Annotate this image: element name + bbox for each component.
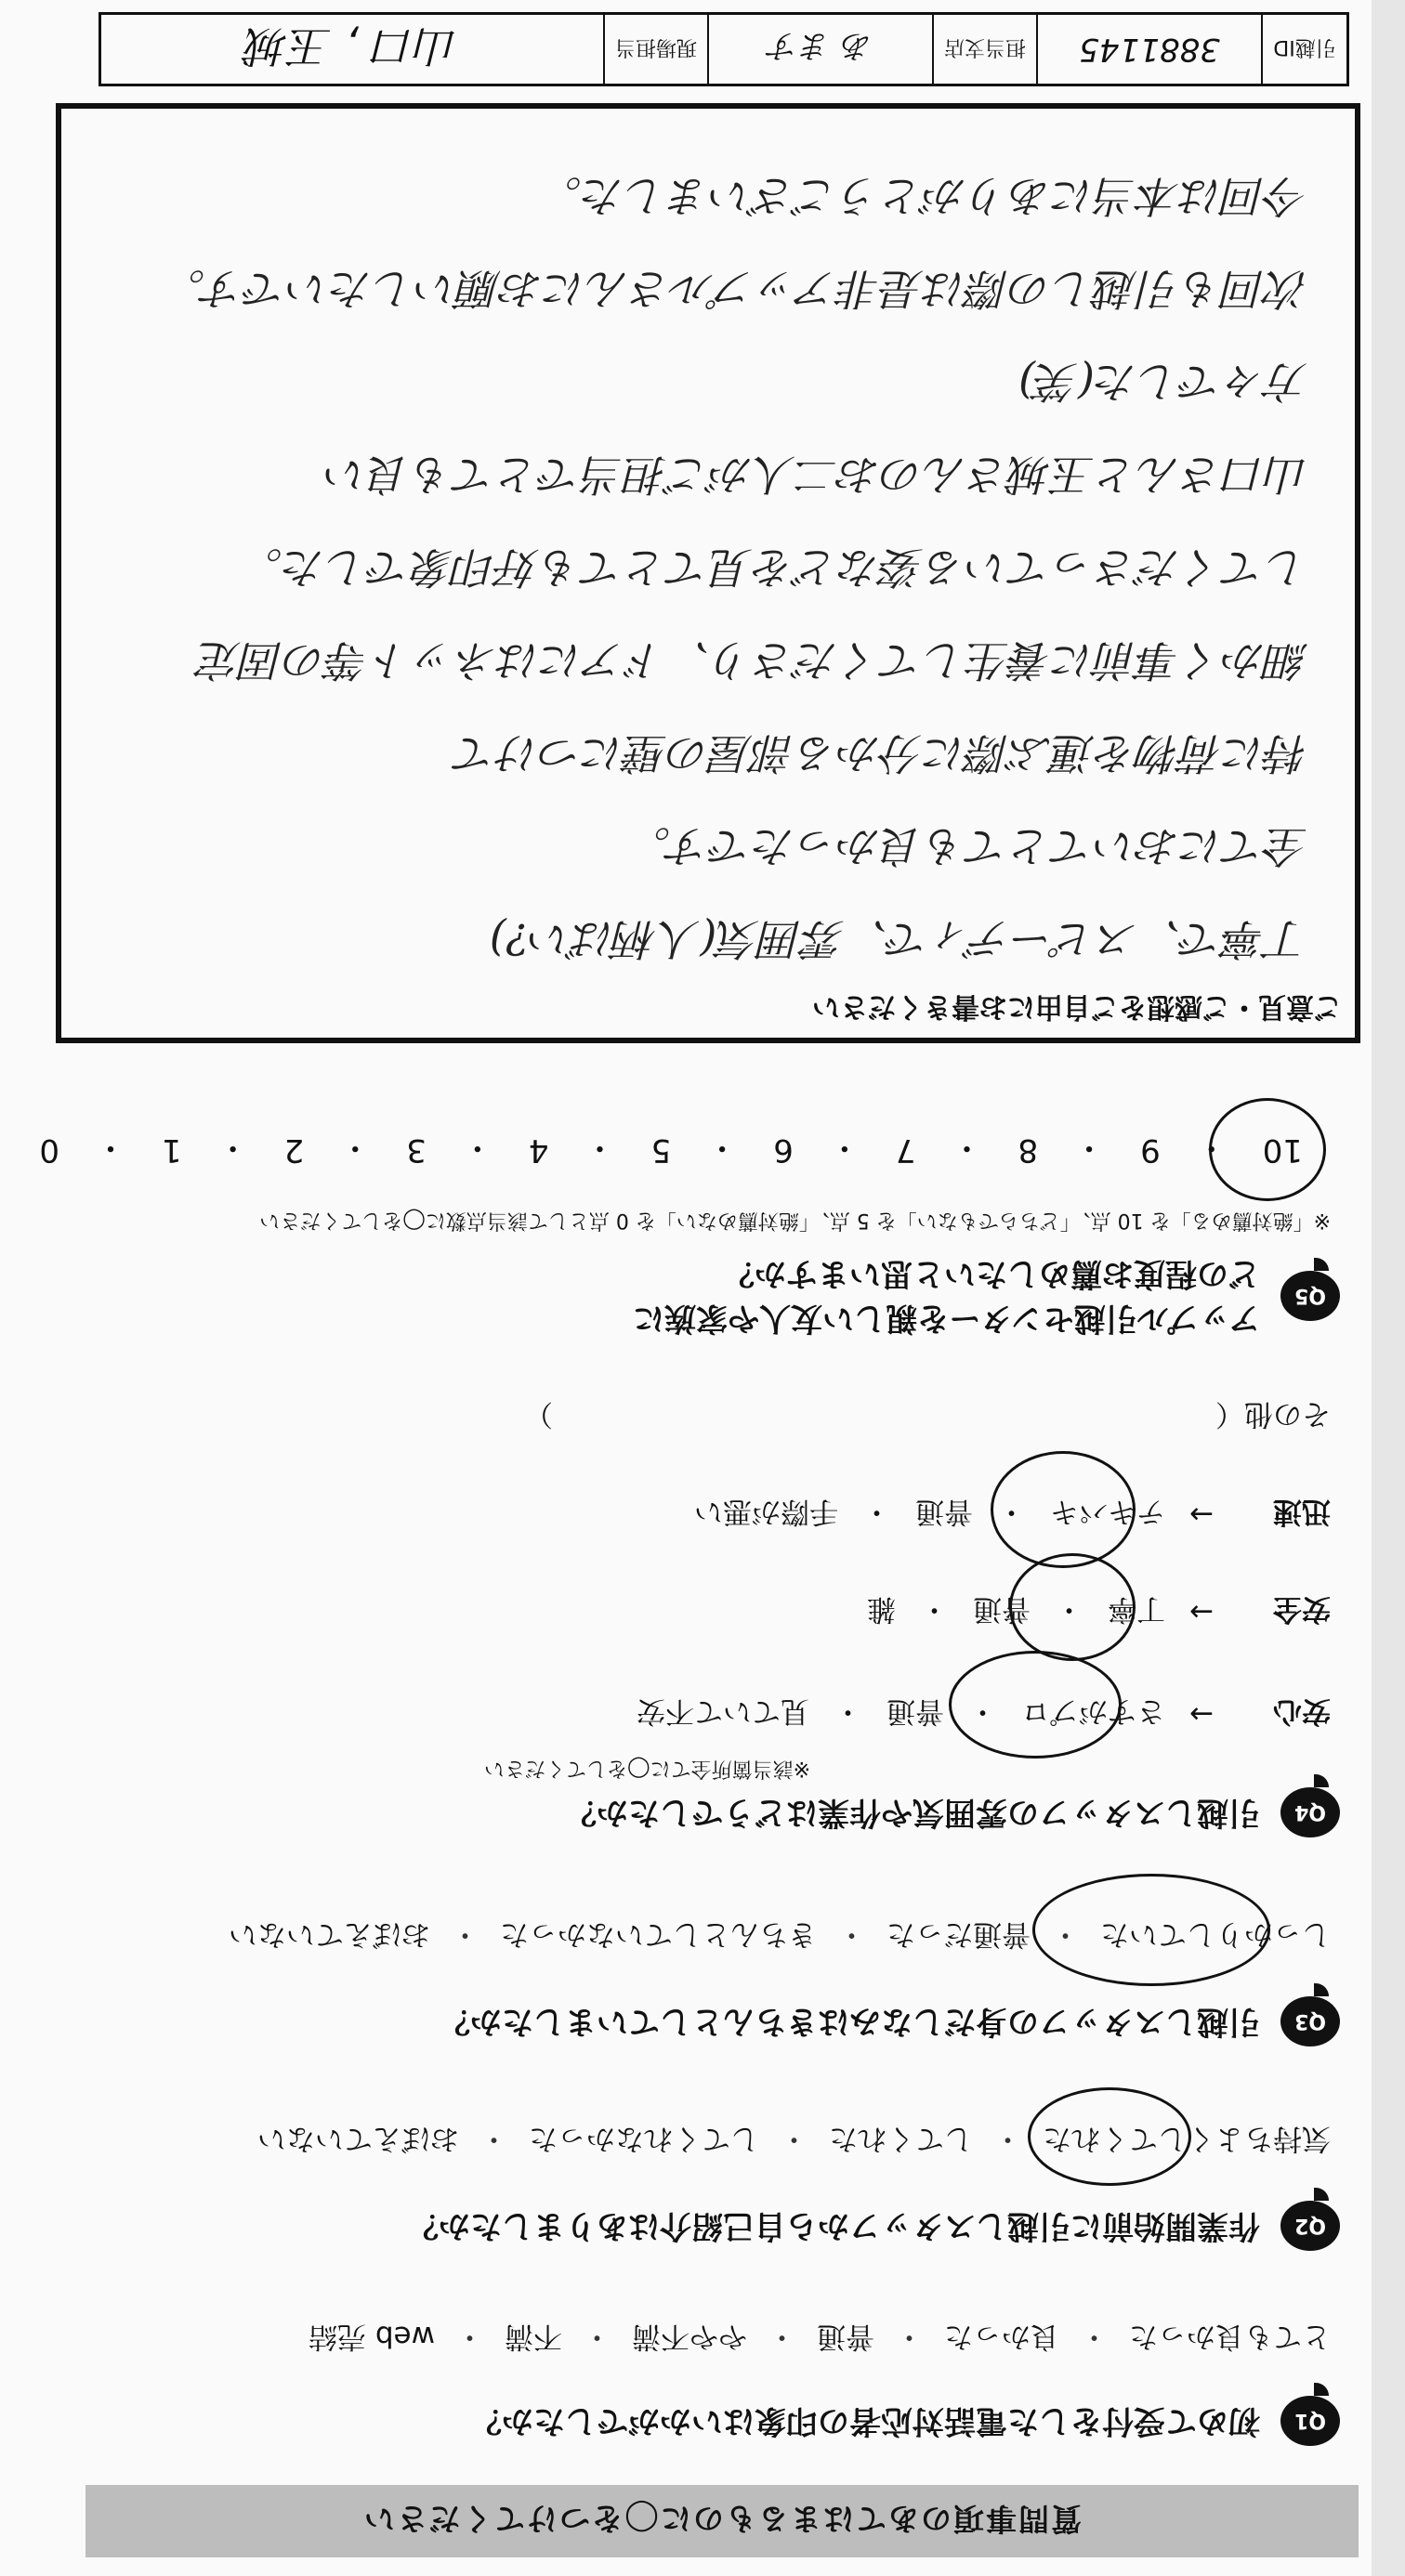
q4-row-anzen: 安全 → 丁寧 ・ 普通 ・ 雑 [867,1591,1331,1633]
q3-options: しっかりしていた ・ 普通だった ・ きちんとしていなかった ・ おぼえていない [229,1916,1331,1958]
q1-option[interactable]: 普通 [817,2320,874,2353]
q1-badge: Q1 [1280,2396,1340,2446]
footer-table [98,12,1349,86]
q5-text-line: どの程度お薦めしたいと思いますか？ [723,1255,1260,1292]
q4-option[interactable]: テキパキ [1050,1495,1166,1528]
scale-value[interactable]: 0 [39,1131,59,1170]
q2-question [407,2201,1340,2251]
q3-option[interactable]: きちんとしていなかった [500,1917,817,1951]
q4-badge: Q4 [1280,1787,1340,1837]
q3-text: 引越しスタッフの身だしなみはきちんとしていましたか？ [439,2003,1260,2040]
q5-note: ※「絶対薦める」を 10 点、「どちらでもない」を 5 点、「絶対薦めない」を 0 点として該当点数に◯をしてください [259,1209,1331,1232]
q5-badge: Q5 [1280,1271,1340,1321]
q2-option[interactable]: してくれた [829,2122,973,2155]
comment-line: 今回は本当にありがとうございました。 [539,171,1308,221]
scale-value[interactable]: 7 [895,1131,916,1170]
scale-value[interactable]: 1 [161,1131,182,1170]
scale-value[interactable]: 8 [1018,1131,1039,1170]
footer-id-label: 引越ID [1261,15,1346,84]
arrow-icon: → [1189,1497,1214,1532]
q1-text: 初めて受付をした電話対応者の印象はいかがでしたか？ [470,2402,1260,2439]
footer-branch-label: 担当支店 [932,15,1036,84]
comment-line: 山口さんと玉城さんのお二人がご担当でとても良い [325,450,1308,500]
q2-answer-circle [1028,2087,1191,2186]
q2-badge: Q2 [1280,2201,1340,2251]
q3-answer-circle [1032,1874,1270,1986]
q4-row-jinsoku: 迅速 → テキパキ ・ 普通 ・ 手際が悪い [694,1494,1331,1536]
q4-answer-circle [991,1451,1136,1568]
q4-other [524,1396,1331,1438]
q4-option[interactable]: さすがプロ [1021,1694,1166,1728]
instruction-band: 質問事項のあてはまるものに◯をつけてください [85,2485,1359,2557]
comment-box[interactable] [56,103,1360,1043]
comment-title: ご意見・ご感想をご自由にお書きください [812,990,1342,1023]
footer-staff-value[interactable]: 山口 , 玉城 [246,21,458,72]
q4-answer-circle [949,1651,1122,1759]
footer-branch-value[interactable]: あ ます [707,15,932,84]
footer-id-value[interactable]: 3881145 [1036,15,1261,84]
q4-option[interactable]: 普通 [915,1495,974,1528]
q5-answer-circle [1209,1098,1326,1201]
q2-option[interactable]: 気持ちよくしてくれた [1043,2122,1331,2155]
comment-line: 細かく事前に養生してくださり、ドアにはネット等の固定 [198,635,1308,686]
q4-row-anshin: 安心 → さすがプロ ・ 普通 ・ 見ていて不安 [637,1693,1331,1735]
q5-scale: 10 ・ 9 ・ 8 ・ 7 ・ 6 ・ 5 ・ 4 ・ 3 ・ 2 ・ 1 ・ 0 [39,1129,1303,1170]
q2-option[interactable]: してくれなかった [529,2122,759,2155]
q3-option[interactable]: しっかりしていた [1100,1917,1331,1951]
q3-option[interactable]: 普通だった [886,1917,1031,1951]
q2-option[interactable]: おぼえていない [257,2122,459,2155]
q1-option[interactable]: 良かった [944,2320,1059,2353]
q4-option[interactable]: 手際が悪い [694,1495,839,1528]
q3-badge: Q3 [1280,1996,1340,2046]
q1-option[interactable]: 不満 [505,2320,562,2353]
comment-line: 方々でした(笑) [1018,357,1308,407]
q1-option[interactable]: やや不満 [632,2320,747,2353]
q3-question [439,1996,1340,2046]
q1-option[interactable]: とても良かった [1129,2320,1331,2353]
comment-line: してくださっている姿などを見てとても好印象でした。 [240,543,1308,593]
q2-options: 気持ちよくしてくれた ・ してくれた ・ してくれなかった ・ おぼえていない [257,2121,1331,2163]
q4-answer-circle [1009,1553,1136,1661]
q1-question [470,2396,1340,2446]
scale-value[interactable]: 6 [773,1131,794,1170]
comment-line: 特に荷物を運ぶ際に分かる部屋の壁につけて [453,728,1308,778]
scale-value[interactable]: 5 [650,1131,672,1170]
q5-text-line: アップル引越センターを親しい友人や家族に [633,1300,1260,1337]
q1-option[interactable]: web 売結 [309,2320,435,2353]
scale-value[interactable]: 10 [1262,1131,1303,1170]
q4-option[interactable]: 普通 [886,1694,945,1728]
q2-text: 作業開始前に引越しスタッフから自己紹介はありましたか？ [407,2207,1260,2244]
q4-option[interactable]: 普通 [973,1592,1031,1626]
q5-question [633,1251,1340,1340]
q4-row-label: 迅速 [1273,1495,1331,1528]
scale-value[interactable]: 4 [528,1131,549,1170]
q4-row-label: 安心 [1273,1694,1331,1728]
q4-question [565,1787,1340,1837]
q4-option[interactable]: 雑 [867,1592,897,1626]
scale-value[interactable]: 2 [283,1131,305,1170]
q1-options: とても良かった ・ 良かった ・ 普通 ・ やや不満 ・ 不満 ・ web 売結 [309,2319,1331,2360]
q4-other-text[interactable]: その他（ ） [524,1397,1331,1431]
comment-line: 全てにおいてとても良かったです。 [627,821,1308,871]
scale-value[interactable]: 9 [1140,1131,1161,1170]
footer-staff-label: 現場担当 [603,15,707,84]
arrow-icon: → [1189,1595,1214,1629]
q4-note: ※該当箇所全てに◯をしてください [483,1757,810,1780]
q4-text: 引越しスタッフの雰囲気や作業はどうでしたか？ [565,1794,1260,1831]
comment-line: 次回も引越しの際は是非アップルさんにお願いしたいです。 [162,264,1308,314]
arrow-icon: → [1189,1697,1214,1732]
q3-option[interactable]: おぼえていない [229,1917,430,1951]
q4-row-label: 安全 [1273,1592,1331,1626]
comment-line: 丁寧で、スピーディで、雰囲気(人柄ばい?) [489,914,1308,964]
q4-option[interactable]: 見ていて不安 [637,1694,810,1728]
q5-text [633,1251,1260,1340]
q4-option[interactable]: 丁寧 [1108,1592,1166,1626]
scale-value[interactable]: 3 [406,1131,427,1170]
